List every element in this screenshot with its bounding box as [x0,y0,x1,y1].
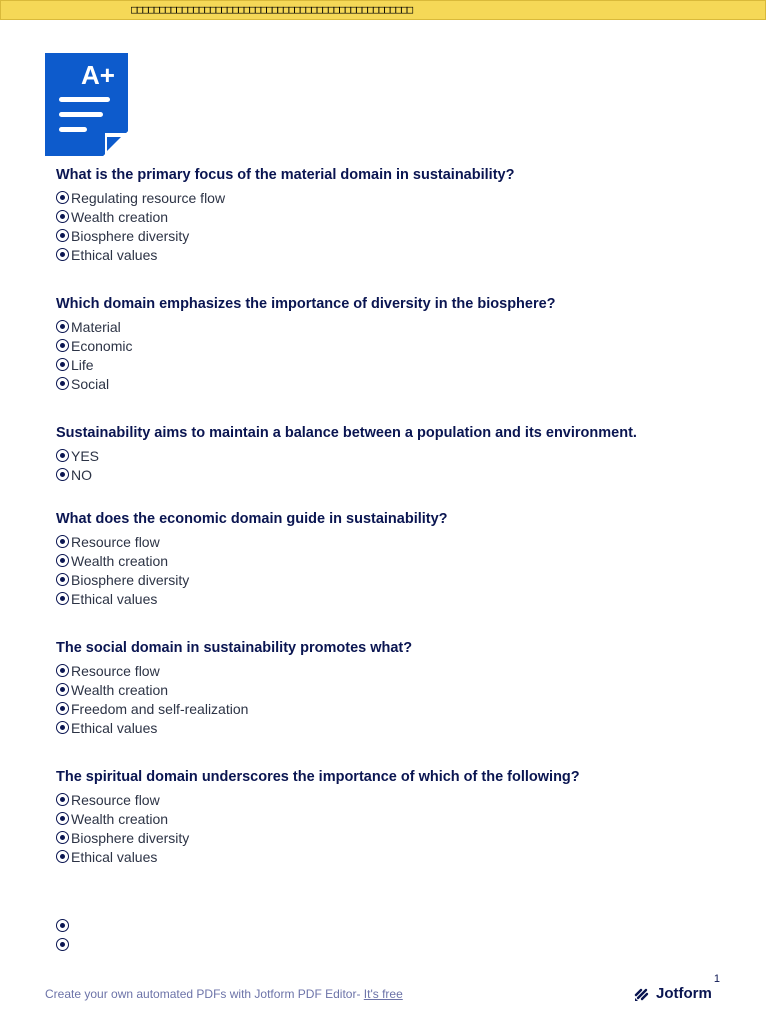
question-title: Which domain emphasizes the importance of diversity in the biosphere? [56,296,556,312]
question-title: What does the economic domain guide in sustainability? [56,511,448,527]
radio-icon[interactable] [56,229,69,242]
radio-icon[interactable] [56,812,69,825]
option[interactable] [56,317,736,336]
option[interactable] [56,589,736,608]
option[interactable] [56,935,736,954]
question-4 [56,510,736,639]
question-1 [56,166,736,295]
option[interactable] [56,828,736,847]
option[interactable] [56,355,736,374]
jotform-mark-icon [634,986,650,1002]
question-title: The social domain in sustainability promotes what? [56,640,413,656]
radio-icon[interactable] [56,919,69,932]
option[interactable] [56,661,736,680]
question-title: The spiritual domain underscores the importance of which of the following? [56,769,580,785]
question-list [56,166,736,954]
question-3 [56,424,736,510]
radio-icon[interactable] [56,938,69,951]
radio-icon[interactable] [56,664,69,677]
option[interactable] [56,336,736,355]
radio-icon[interactable] [56,339,69,352]
option-label: Material [71,318,121,335]
jotform-wordmark: Jotform [656,985,712,1002]
option-label: Ethical values [71,590,158,607]
radio-icon[interactable] [56,721,69,734]
footer-promo [45,987,403,1001]
option-label: NO [71,466,92,483]
option-label: Economic [71,337,133,354]
option-label: Resource flow [71,791,160,808]
option[interactable] [56,551,736,570]
logo-grade-text: A+ [81,60,115,90]
radio-icon[interactable] [56,793,69,806]
option-label: Ethical values [71,246,158,263]
option-label: Wealth creation [71,552,169,569]
radio-icon[interactable] [56,850,69,863]
option[interactable] [56,207,736,226]
radio-icon[interactable] [56,468,69,481]
radio-icon[interactable] [56,573,69,586]
radio-icon[interactable] [56,831,69,844]
top-banner: □□□□□□□□□□□□□□□□□□□□□□□□□□□□□□□□□□□□□□□□□□□□□□□□□□ [0,0,766,20]
question-6 [56,768,736,916]
option[interactable] [56,809,736,828]
question-title: What is the primary focus of the material domain in sustainability? [56,167,515,183]
option[interactable] [56,374,736,393]
option-label: Resource flow [71,662,160,679]
radio-icon[interactable] [56,683,69,696]
option[interactable] [56,226,736,245]
radio-icon[interactable] [56,248,69,261]
option-label: Freedom and self-realization [71,700,249,717]
option-label: Biosphere diversity [71,829,190,846]
radio-icon[interactable] [56,320,69,333]
question-title: Sustainability aims to maintain a balance between a population and its environment. [56,425,637,441]
radio-icon[interactable] [56,449,69,462]
option[interactable] [56,790,736,809]
option-label: Ethical values [71,848,158,865]
radio-icon[interactable] [56,535,69,548]
option[interactable] [56,847,736,866]
radio-icon[interactable] [56,377,69,390]
option-label: YES [71,447,100,464]
option[interactable] [56,916,736,935]
radio-icon[interactable] [56,554,69,567]
option-label: Wealth creation [71,810,169,827]
option[interactable] [56,188,736,207]
question-2 [56,295,736,424]
option[interactable] [56,532,736,551]
option[interactable] [56,699,736,718]
option[interactable] [56,446,736,465]
option-label: Social [71,375,110,392]
option-label: Ethical values [71,719,158,736]
option[interactable] [56,465,736,484]
option-label: Biosphere diversity [71,227,190,244]
option-label: Wealth creation [71,208,169,225]
option-label: Wealth creation [71,681,169,698]
option-label: Resource flow [71,533,160,550]
radio-icon[interactable] [56,210,69,223]
radio-icon[interactable] [56,702,69,715]
option-label: Biosphere diversity [71,571,190,588]
option-label: Regulating resource flow [71,189,226,206]
radio-icon[interactable] [56,358,69,371]
option-label: Life [71,356,94,373]
option[interactable] [56,718,736,737]
its-free-link[interactable]: It's free [363,987,403,1001]
footer-promo-text: Create your own automated PDFs with Jotform PDF Editor- [45,987,364,1001]
radio-icon[interactable] [56,592,69,605]
a-plus-document-logo [45,53,128,156]
page-number: 1 [713,973,720,985]
option[interactable] [56,570,736,589]
jotform-logo[interactable] [634,985,712,1002]
question-7-unlabeled [56,916,736,954]
question-5 [56,639,736,768]
option[interactable] [56,245,736,264]
option[interactable] [56,680,736,699]
radio-icon[interactable] [56,191,69,204]
